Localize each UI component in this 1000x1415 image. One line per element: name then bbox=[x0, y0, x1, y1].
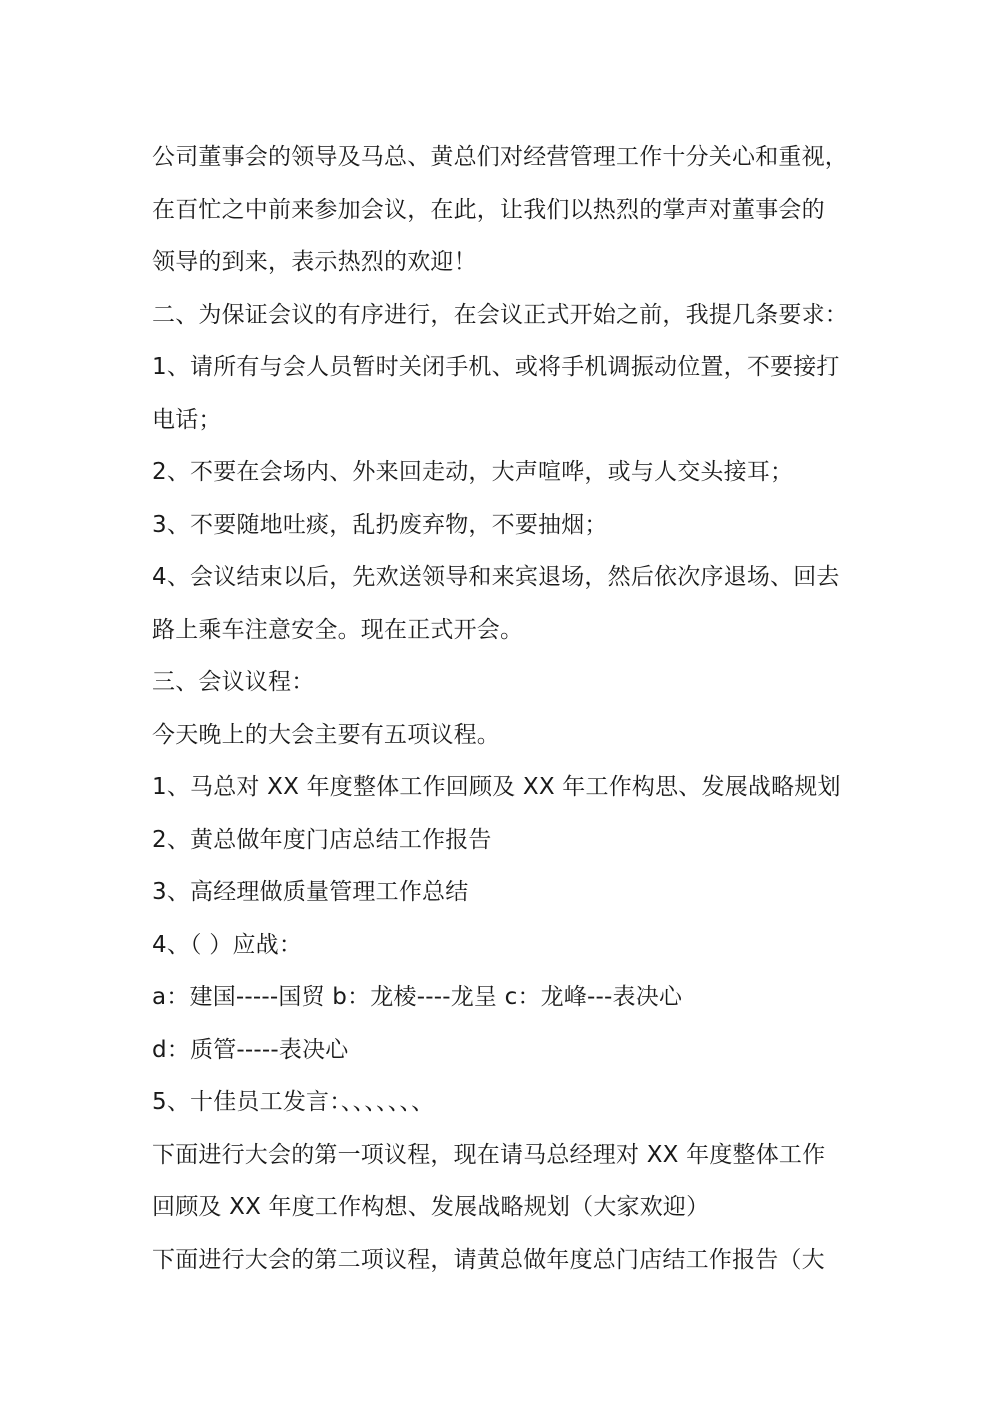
second-agenda-announcement-line-1: 下面进行大会的第二项议程，请黄总做年度总门店结工作报告（大 bbox=[152, 1246, 825, 1273]
requirement-1-line-1: 1、请所有与会人员暂时关闭手机、或将手机调振动位置，不要接打 bbox=[152, 354, 840, 380]
requirement-2: 2、不要在会场内、外来回走动，大声喧哗，或与人交头接耳； bbox=[152, 459, 794, 485]
first-agenda-announcement-line-1: 下面进行大会的第一项议程，现在请马总经理对 XX 年度整体工作 bbox=[152, 1141, 826, 1168]
agenda-item-4: 4、（ ）应战： bbox=[152, 931, 303, 958]
agenda-item-4-subitem-d: d：质管-----表决心 bbox=[152, 1036, 349, 1063]
requirement-3: 3、不要随地吐痰，乱扔废弃物，不要抽烟； bbox=[152, 511, 608, 538]
requirement-4-line-2: 路上乘车注意安全。现在正式开会。 bbox=[152, 616, 524, 643]
section-three-heading: 三、会议议程： bbox=[152, 669, 315, 695]
paragraph-welcome-line-1: 公司董事会的领导及马总、黄总们对经营管理工作十分关心和重视， bbox=[152, 144, 848, 170]
section-two-heading: 二、为保证会议的有序进行，在会议正式开始之前，我提几条要求： bbox=[152, 301, 848, 328]
agenda-item-3: 3、高经理做质量管理工作总结 bbox=[152, 879, 469, 905]
requirement-4-line-1: 4、会议结束以后，先欢送领导和来宾退场，然后依次序退场、回去 bbox=[152, 564, 840, 590]
agenda-intro: 今天晚上的大会主要有五项议程。 bbox=[152, 721, 500, 748]
document-body bbox=[152, 131, 852, 1286]
agenda-item-5: 5、十佳员工发言：、、、、、、、 bbox=[152, 1089, 435, 1115]
requirement-1-line-2: 电话； bbox=[152, 406, 222, 433]
paragraph-welcome-line-3: 领导的到来，表示热烈的欢迎！ bbox=[152, 249, 477, 275]
agenda-item-4-subitems-abc: a：建国-----国贸 b：龙棱----龙呈 c：龙峰---表决心 bbox=[152, 984, 683, 1010]
first-agenda-announcement-line-2: 回顾及 XX 年度工作构想、发展战略规划（大家欢迎） bbox=[152, 1194, 710, 1220]
paragraph-welcome-line-2: 在百忙之中前来参加会议，在此，让我们以热烈的掌声对董事会的 bbox=[152, 196, 825, 223]
agenda-item-1: 1、马总对 XX 年度整体工作回顾及 XX 年工作构思、发展战略规划 bbox=[152, 774, 841, 800]
agenda-item-2: 2、黄总做年度门店总结工作报告 bbox=[152, 826, 492, 853]
